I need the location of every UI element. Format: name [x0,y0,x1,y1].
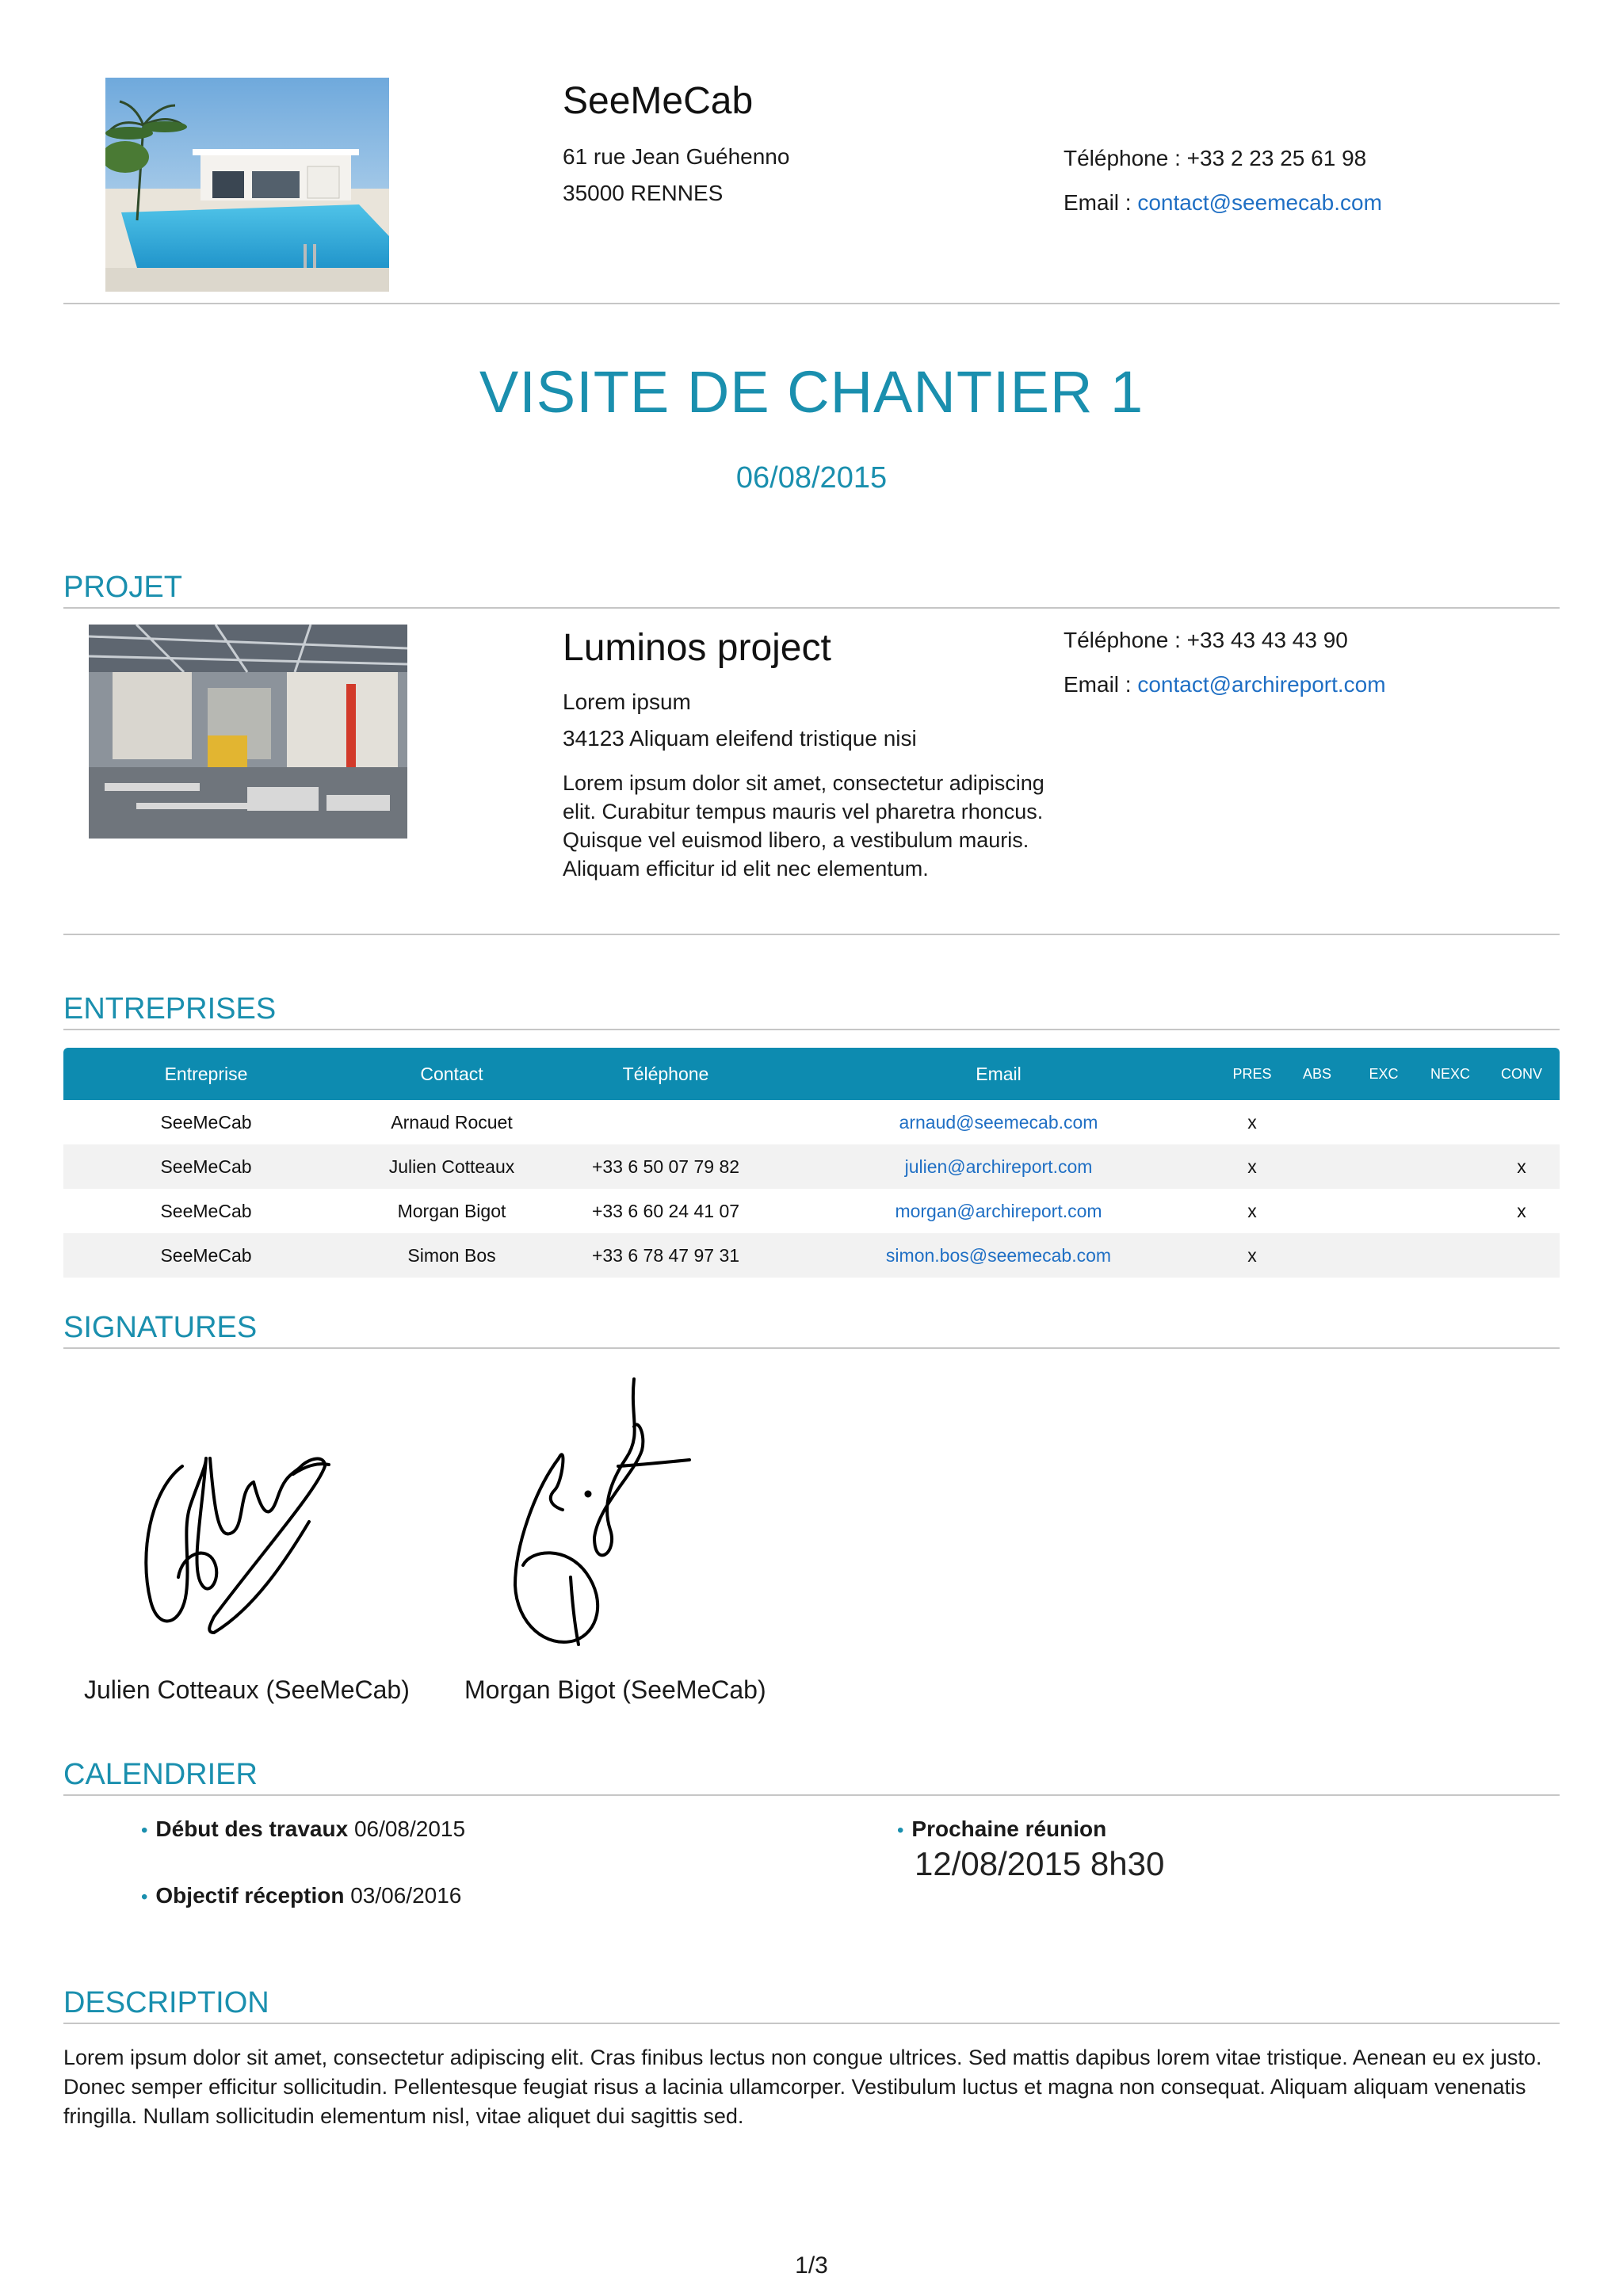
cell-exc [1350,1100,1417,1144]
cell-abs [1284,1233,1350,1278]
section-title-project: PROJET [63,571,182,604]
cell-email-link[interactable]: simon.bos@seemecab.com [777,1233,1220,1278]
cell-contact: Simon Bos [349,1233,555,1278]
signature-morgan-bigot [499,1371,697,1664]
cell-phone: +33 6 50 07 79 82 [555,1144,777,1189]
cell-abs [1284,1189,1350,1233]
cell-contact: Arnaud Rocuet [391,1111,513,1133]
project-phone-label: Téléphone : [1064,628,1187,652]
project-phone-value: +33 43 43 43 90 [1186,628,1348,652]
cell-conv [1484,1100,1560,1144]
company-phone [1064,146,1366,171]
divider [63,303,1560,304]
divider [63,1794,1560,1796]
cell-phone [555,1100,777,1144]
cell-pres: x [1247,1200,1257,1221]
column-header: Contact [349,1048,555,1100]
section-title-description: DESCRIPTION [63,1986,269,2019]
signature-julien-cotteaux [135,1395,365,1648]
calendar-start-label: Début des travaux [155,1817,349,1841]
cell-phone: +33 6 78 47 97 31 [555,1233,777,1278]
divider [63,2023,1560,2024]
cell-nexc [1417,1100,1484,1144]
company-city: 35000 RENNES [563,181,724,205]
cell-conv: x [1484,1144,1560,1189]
project-address-line2: 34123 Aliquam eleifend tristique nisi [563,726,917,751]
cell-abs [1284,1100,1350,1144]
calendar-reception-value: 03/06/2016 [350,1883,462,1908]
company-street: 61 rue Jean Guéhenno [563,144,790,169]
column-header: CONV [1484,1048,1560,1100]
cell-email-link[interactable]: morgan@archireport.com [895,1200,1102,1221]
cell-email-link[interactable]: julien@archireport.com [777,1144,1220,1189]
divider [63,1347,1560,1349]
table-row [63,1233,1560,1278]
company-email-label: Email : [1064,190,1138,215]
cell-contact: Morgan Bigot [397,1200,506,1221]
document-title: VISITE DE CHANTIER 1 [479,359,1144,425]
company-photo [105,78,389,292]
company-email [1064,190,1382,216]
column-header: NEXC [1417,1048,1484,1100]
cell-nexc [1417,1233,1484,1278]
project-email-label: Email : [1064,672,1138,697]
cell-conv: x [1517,1200,1526,1221]
project-phone [1064,628,1348,653]
company-phone-label: Téléphone : [1064,146,1187,170]
calendar-next-meeting-label: Prochaine réunion [911,1817,1107,1841]
cell-email-link[interactable]: arnaud@seemecab.com [899,1111,1098,1133]
cell-contact: Julien Cotteaux [349,1144,555,1189]
cell-company: SeeMeCab [160,1200,252,1221]
section-title-calendar: CALENDRIER [63,1758,258,1791]
column-header: Email [777,1048,1220,1100]
bullet: • [141,1886,148,1908]
cell-phone: +33 6 60 24 41 07 [591,1200,740,1221]
column-header: ABS [1284,1048,1350,1100]
cell-company: SeeMeCab [63,1144,349,1189]
bullet: • [141,1820,148,1841]
column-header: Entreprise [63,1048,349,1100]
project-email-link[interactable]: contact@archireport.com [1137,672,1386,697]
company-email-link[interactable]: contact@seemecab.com [1137,190,1382,215]
project-photo [89,625,407,839]
cell-pres: x [1220,1233,1284,1278]
cell-exc [1350,1144,1417,1189]
bullet: • [897,1820,904,1841]
table-header-row [63,1048,1560,1100]
cell-nexc [1417,1189,1484,1233]
table-row [63,1189,1560,1233]
description-text: Lorem ipsum dolor sit amet, consectetur adipiscing elit. Cras finibus lectus non congue ultrices. Sed mattis dapibus lorem vitae tristique. Aenean eu ex justo. Donec semper efficitur sollicitudin. Pellentesque feugiat risus a lacinia ullamcorper. Vestibulum luctus et magna non consequat. Aliquam aliquam venenatis fringilla. Nullam sollicitudin elementum nisl, vitae aliquet dui sagittis sed. [63,2046,1542,2128]
section-title-signatures: SIGNATURES [63,1311,258,1344]
signature-caption: Julien Cotteaux (SeeMeCab) [84,1675,410,1704]
cell-company: SeeMeCab [160,1111,252,1133]
companies-table [63,1048,1560,1278]
cell-exc [1350,1233,1417,1278]
table-row [63,1144,1560,1189]
project-email [1064,672,1386,697]
column-header: EXC [1350,1048,1417,1100]
table-row [63,1100,1560,1144]
section-title-companies: ENTREPRISES [63,992,277,1026]
column-header: Téléphone [555,1048,777,1100]
divider [63,1029,1560,1030]
company-phone-value: +33 2 23 25 61 98 [1186,146,1367,170]
calendar-reception-label: Objectif réception [155,1883,345,1908]
divider [63,607,1560,609]
cell-pres: x [1220,1144,1284,1189]
cell-abs [1284,1144,1350,1189]
project-name: Luminos project [563,627,831,669]
calendar-next-meeting-value: 12/08/2015 8h30 [915,1845,1165,1882]
project-description: Lorem ipsum dolor sit amet, consectetur adipiscing elit. Curabitur tempus mauris vel pharetra rhoncus. Quisque vel euismod libero, a vestibulum mauris. Aliquam efficitur id elit nec elementum. [563,771,1044,881]
project-address-line1: Lorem ipsum [563,690,691,714]
cell-conv [1484,1233,1560,1278]
page-number: 1/3 [795,2252,828,2279]
cell-company: SeeMeCab [63,1233,349,1278]
document-date: 06/08/2015 [735,461,888,495]
signature-caption: Morgan Bigot (SeeMeCab) [464,1675,766,1704]
company-name: SeeMeCab [563,80,754,122]
cell-exc [1350,1189,1417,1233]
column-header: PRES [1220,1048,1284,1100]
calendar-start [141,1817,465,1842]
calendar-next-meeting [897,1817,1106,1842]
cell-nexc [1417,1144,1484,1189]
divider [63,934,1560,935]
calendar-reception [141,1883,461,1908]
calendar-start-value: 06/08/2015 [353,1817,466,1841]
cell-pres: x [1247,1111,1257,1133]
